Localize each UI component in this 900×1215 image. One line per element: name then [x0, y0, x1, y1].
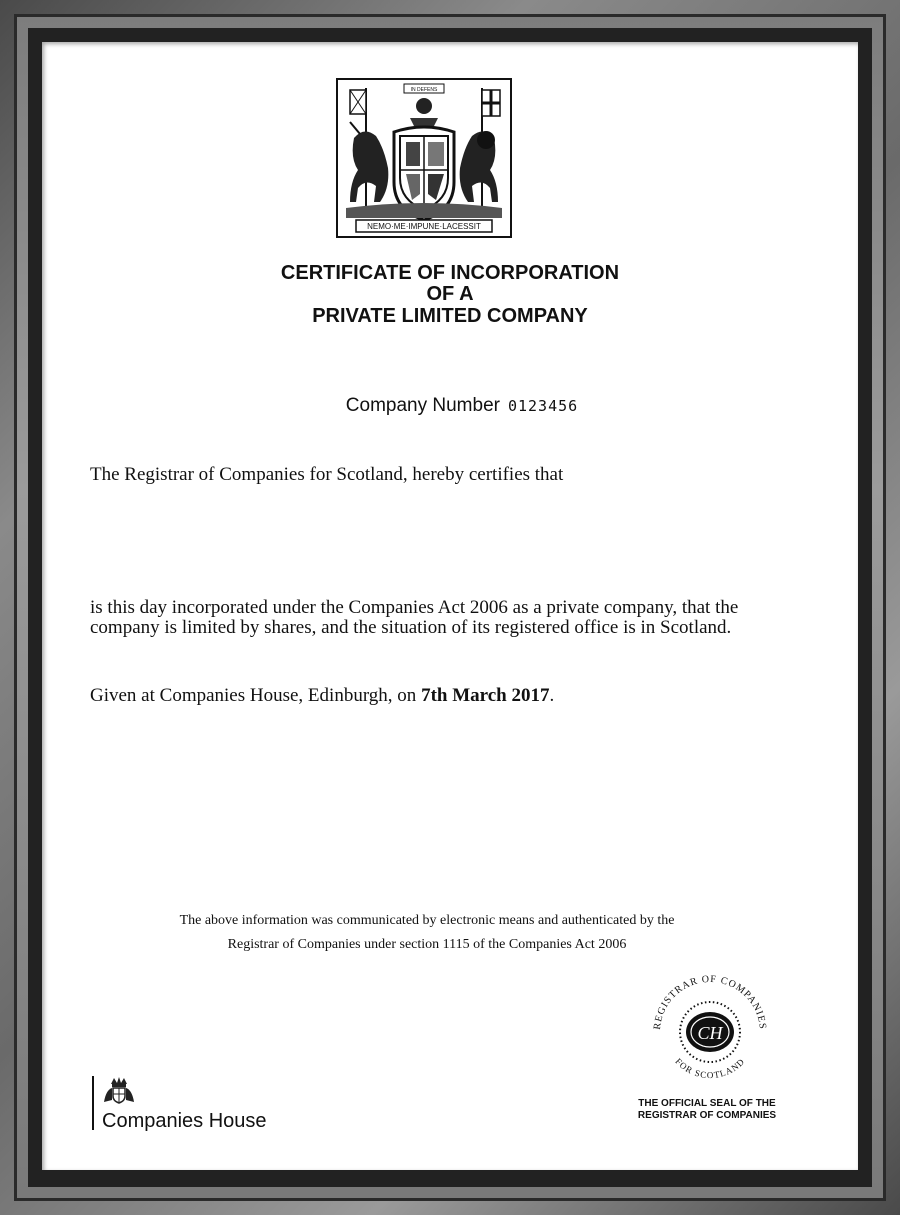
svg-text:FOR SCOTLAND: [673, 1056, 746, 1080]
royal-coat-of-arms-icon: [336, 78, 512, 238]
crown-crest-icon: [102, 1074, 136, 1104]
seal-ring-top-text: REGISTRAR OF COMPANIES: [651, 973, 769, 1031]
logo-divider: [92, 1076, 94, 1130]
incorporated-line-2: company is limited by shares, and the situation of its registered office is in Scotland.: [90, 617, 732, 638]
seal-ring-bottom-text: FOR SCOTLAND: [673, 1056, 747, 1081]
crest-banner-text: IN DEFENS: [410, 87, 438, 93]
certificate-title-line-2: OF A: [426, 283, 474, 305]
seal-caption: [622, 1098, 792, 1122]
seal-caption-line-2: REGISTRAR OF COMPANIES: [637, 1110, 777, 1121]
logo-wordmark: Companies House: [102, 1110, 267, 1132]
seal-monogram: CH: [697, 1023, 723, 1043]
given-date: 7th March 2017: [421, 685, 550, 706]
given-at-paragraph: [90, 687, 810, 705]
incorporated-line-1: is this day incorporated under the Companies Act 2006 as a private company, that the: [90, 597, 739, 618]
company-number-row: [42, 395, 882, 417]
companies-house-logo: [92, 1072, 292, 1134]
seal-caption-line-1: THE OFFICIAL SEAL OF THE: [638, 1098, 776, 1109]
company-number-label: Company Number: [345, 395, 500, 416]
footer-note-line-1: The above information was communicated by electronic means and authenticated by the: [179, 913, 675, 928]
given-end-punctuation: .: [549, 685, 555, 706]
certificate-title-line-3: PRIVATE LIMITED COMPANY: [312, 305, 588, 327]
company-number-value: 0123456: [507, 397, 579, 415]
crest-motto-text: NEMO·ME·IMPUNE·LACESSIT: [367, 222, 481, 231]
certifies-paragraph: The Registrar of Companies for Scotland, hereby certifies that: [90, 464, 564, 485]
footer-note-line-2: Registrar of Companies under section 1115 of the Companies Act 2006: [227, 937, 627, 952]
given-at-text: Given at Companies House, Edinburgh, on: [90, 685, 417, 706]
certificate-document: [42, 42, 858, 1170]
certificate-title-line-1: CERTIFICATE OF INCORPORATION: [280, 262, 620, 284]
registrar-seal-icon: [640, 970, 780, 1090]
